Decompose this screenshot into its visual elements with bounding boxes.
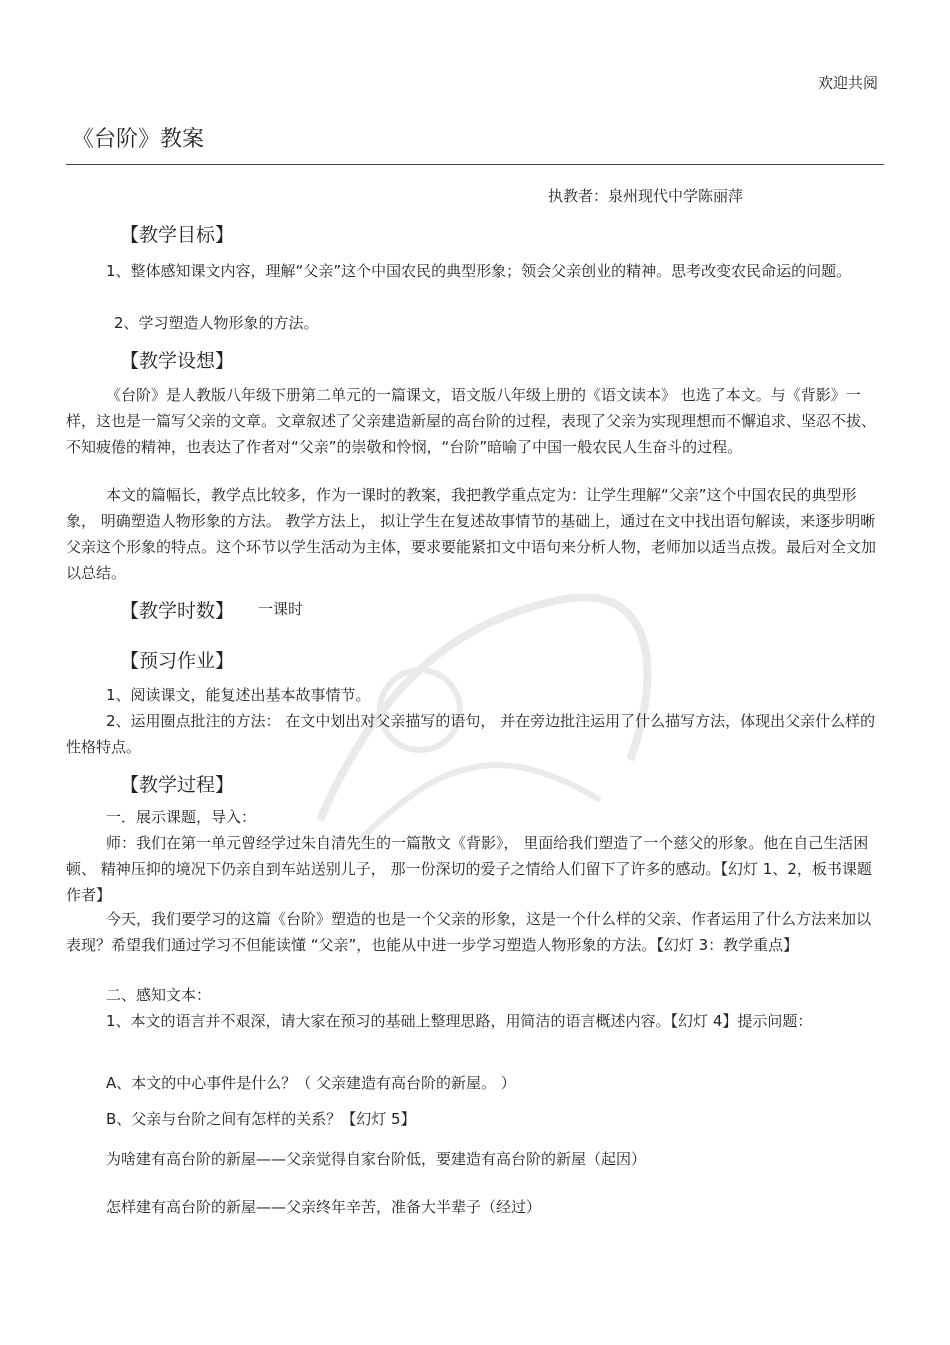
goals-item-2: 2、学习塑造人物形象的方法。 [114,314,319,332]
goals-item-1: 1、整体感知课文内容，理解“父亲”这个中国农民的典型形象；领会父亲创业的精神。思考改变农民命运的问题。 [106,262,852,280]
heading-process: 【教学过程】 [120,774,235,796]
process-step-2-paragraph-1: 1、本文的语言并不艰深，请大家在预习的基础上整理思路，用简洁的语言概述内容。【幻灯 4】提示问题： [106,1012,813,1030]
heading-homework: 【预习作业】 [120,650,235,672]
homework-item-1: 1、阅读课文，能复述出基本故事情节。 [106,686,371,704]
process-step-1-paragraph-2: 今天，我们要学习的这篇《台阶》塑造的也是一个父亲的形象，这是一个什么样的父亲、作者运用了什么方法来加以表现？希望我们通过学习不但能读懂 “父亲”，也能从中进一步学习塑造人物形象的方法。【幻灯 3：教学重点】 [66,910,872,954]
heading-goals: 【教学目标】 [120,224,235,246]
answer-how: 怎样建有高台阶的新屋——父亲终年辛苦，准备大半辈子（经过） [106,1198,542,1216]
heading-hours: 【教学时数】 [120,600,235,622]
process-step-1: 一．展示课题，导入： [106,808,257,826]
question-a: A、本文的中心事件是什么？（ 父亲建造有高台阶的新屋。 ） [106,1074,516,1092]
page-title: 《台阶》教案 [72,127,205,152]
hours-value: 一课时 [258,600,304,618]
answer-why: 为啥建有高台阶的新屋——父亲觉得自家台阶低，要建造有高台阶的新屋（起因） [106,1150,647,1168]
author-line: 执教者：泉州现代中学陈丽萍 [548,187,744,205]
homework-item-2: 2、运用圈点批注的方法： 在文中划出对父亲描写的语句， 并在旁边批注运用了什么描写方法，体现出父亲什么样的性格特点。 [66,712,876,756]
design-paragraph-1: 《台阶》是人教版八年级下册第二单元的一篇课文，语文版八年级上册的《语文读本》 也选了本文。与《背影》一样，这也是一篇写父亲的文章。文章叙述了父亲建造新屋的高台阶的过程，表现了父亲为实现理想而不懈追求、坚忍不拔、不知疲倦的精神，也表达了作者对“父亲”的崇敬和怜悯，“台阶”暗喻了中国一般农民人生奋斗的过程。 [66,386,877,456]
title-divider [66,164,884,165]
header-corner-text: 欢迎共阅 [817,74,878,92]
process-step-1-paragraph-1: 师：我们在第一单元曾经学过朱自清先生的一篇散文《背影》， 里面给我们塑造了一个慈父的形象。他在自己生活困顿、 精神压抑的境况下仍亲自到车站送别儿子， 那一份深切的爱子之情给人们留下了许多的感动。【幻灯 1、2，板书课题作者】 [66,834,872,904]
heading-design: 【教学设想】 [120,350,235,372]
design-paragraph-2: 本文的篇幅长，教学点比较多，作为一课时的教案，我把教学重点定为：让学生理解“父亲”这个中国农民的典型形象， 明确塑造人物形象的方法。 教学方法上， 拟让学生在复述故事情节的基础上，通过在文中找出语句解读，来逐步明晰父亲这个形象的特点。这个环节以学生活动为主体，要求要能紧扣文中语句来分析人物，老师加以适当点拨。最后对全文加以总结。 [66,486,877,582]
process-step-2: 二、感知文本： [106,986,212,1004]
question-b: B、父亲与台阶之间有怎样的关系？【幻灯 5】 [106,1110,416,1128]
